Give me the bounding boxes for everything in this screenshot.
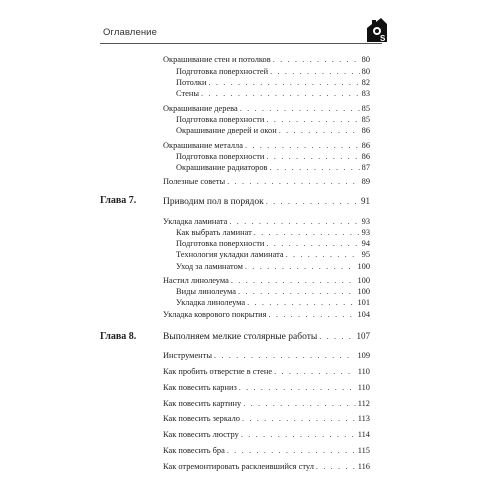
toc-entry[interactable]: Укладка ламината . . . 93 xyxy=(163,216,370,227)
toc-entry[interactable]: Как повесить зеркало . . . 113 xyxy=(163,413,370,424)
toc-entry[interactable]: Как повесить люстру . . . 114 xyxy=(163,429,370,440)
toc-entry[interactable]: Укладка коврового покрытия . . . 104 xyxy=(163,309,370,320)
toc-entry[interactable]: Инструменты . . . 109 xyxy=(163,350,370,361)
toc-entry[interactable]: Окрашивание дерева . . . 85 xyxy=(163,103,370,114)
toc-entry[interactable]: Стены . . . 83 xyxy=(176,88,370,99)
toc-entry[interactable]: Виды линолеума . . . 100 xyxy=(176,286,370,297)
toc-entry[interactable]: Как повесить картину . . . 112 xyxy=(163,398,370,409)
toc-entry[interactable]: Как повесить карниз . . . 110 xyxy=(163,382,370,393)
publisher-logo-icon xyxy=(363,16,389,44)
toc-entry[interactable]: Полезные советы . . . 89 xyxy=(163,176,370,187)
toc-entry[interactable]: Окрашивание стен и потолков . . . 80 xyxy=(163,54,370,65)
header-rule xyxy=(100,43,382,44)
toc-entry[interactable]: Укладка линолеума . . . 101 xyxy=(176,297,370,308)
toc-entry[interactable]: Как отремонтировать расклеившийся стул . . . 116 xyxy=(163,461,370,472)
toc-chapter-entry[interactable]: Приводим пол в порядок . . . 91 xyxy=(163,196,370,208)
toc-entry[interactable]: Подготовка поверхностей . . . 80 xyxy=(176,66,370,77)
toc-entry[interactable]: Как пробить отверстие в стене . . . 110 xyxy=(163,366,370,377)
page-header-title: Оглавление xyxy=(103,27,157,38)
toc-entry[interactable]: Окрашивание металла . . . 86 xyxy=(163,140,370,151)
toc-entry[interactable]: Настил линолеума . . . 100 xyxy=(163,275,370,286)
toc-entry[interactable]: Окрашивание дверей и окон . . . 86 xyxy=(176,125,370,136)
toc-entry[interactable]: Подготовка поверхности . . . 94 xyxy=(176,238,370,249)
toc-entry[interactable]: Подготовка поверхности . . . 85 xyxy=(176,114,370,125)
toc-entry[interactable]: Технология укладки ламината . . . 95 xyxy=(176,249,370,260)
toc-entry[interactable]: Как выбрать ламинат . . . 93 xyxy=(176,227,370,238)
toc-entry[interactable]: Потолки . . . 82 xyxy=(176,77,370,88)
toc-entry[interactable]: Окрашивание радиаторов . . . 87 xyxy=(176,162,370,173)
toc-entry[interactable]: Уход за ламинатом . . . 100 xyxy=(176,261,370,272)
toc-entry[interactable]: Подготовка поверхности . . . 86 xyxy=(176,151,370,162)
chapter-label: Глава 8. xyxy=(100,331,137,342)
toc-chapter-entry[interactable]: Выполняем мелкие столярные работы . . . 107 xyxy=(163,331,370,343)
toc-entry[interactable]: Как повесить бра . . . 115 xyxy=(163,445,370,456)
chapter-label: Глава 7. xyxy=(100,195,137,206)
svg-text:S: S xyxy=(380,34,386,43)
